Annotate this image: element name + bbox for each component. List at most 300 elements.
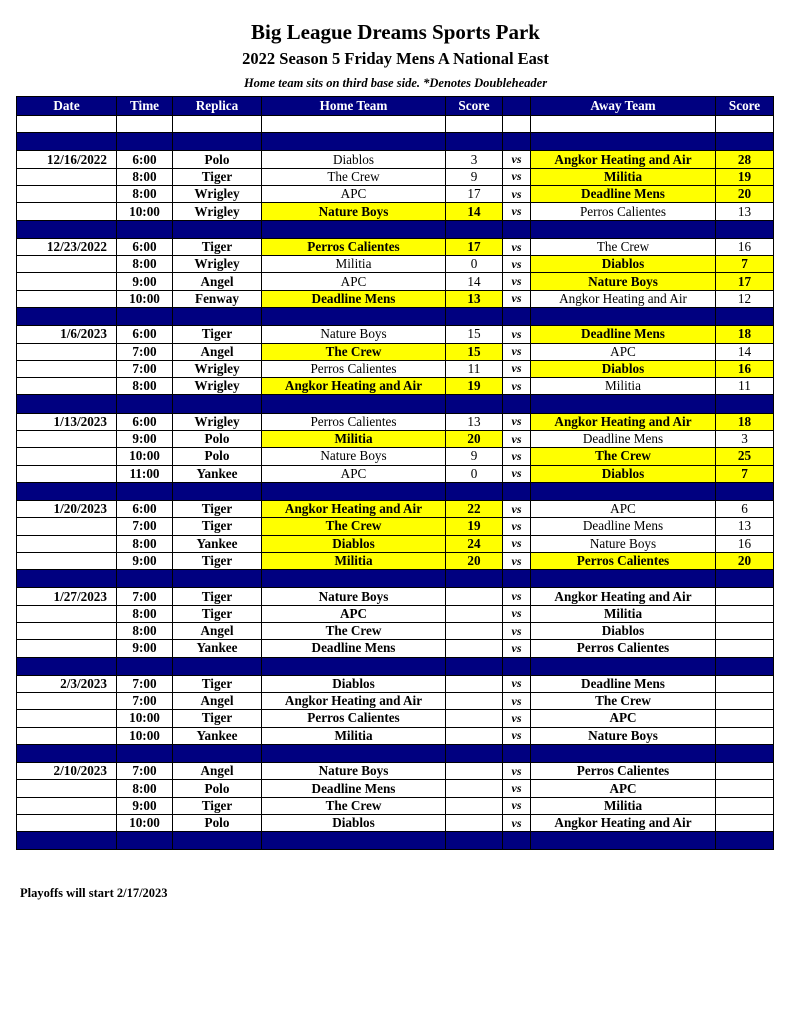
col-away-team-header: Away Team bbox=[531, 97, 716, 116]
home-score-cell bbox=[446, 710, 503, 727]
away-score-cell: 7 bbox=[716, 256, 774, 273]
table-row bbox=[17, 203, 774, 220]
replica-field-cell: Yankee bbox=[173, 727, 262, 744]
home-team-cell: Nature Boys bbox=[262, 588, 446, 605]
away-team-cell: APC bbox=[531, 343, 716, 360]
date-cell bbox=[17, 465, 117, 482]
home-score-cell: 13 bbox=[446, 413, 503, 430]
home-team-cell: The Crew bbox=[262, 343, 446, 360]
date-cell bbox=[17, 535, 117, 552]
away-team-cell: Angkor Heating and Air bbox=[531, 588, 716, 605]
table-row bbox=[17, 360, 774, 377]
home-score-cell bbox=[446, 780, 503, 797]
away-score-cell bbox=[716, 815, 774, 832]
replica-field-cell: Tiger bbox=[173, 605, 262, 622]
playoffs-note: Playoffs will start 2/17/2023 bbox=[20, 886, 168, 900]
replica-field-cell: Tiger bbox=[173, 675, 262, 692]
replica-field-cell: Polo bbox=[173, 780, 262, 797]
week-separator bbox=[17, 395, 774, 413]
away-score-cell: 20 bbox=[716, 186, 774, 203]
col-home-score-header: Score bbox=[446, 97, 503, 116]
replica-field-cell: Wrigley bbox=[173, 360, 262, 377]
table-row bbox=[17, 763, 774, 780]
away-score-cell: 12 bbox=[716, 290, 774, 307]
vs-label: vs bbox=[503, 710, 531, 727]
date-cell: 12/16/2022 bbox=[17, 151, 117, 168]
week-separator bbox=[17, 482, 774, 500]
table-row bbox=[17, 693, 774, 710]
table-row bbox=[17, 588, 774, 605]
away-team-cell: APC bbox=[531, 780, 716, 797]
away-score-cell bbox=[716, 605, 774, 622]
away-team-cell: Perros Calientes bbox=[531, 763, 716, 780]
replica-field-cell: Polo bbox=[173, 448, 262, 465]
vs-label: vs bbox=[503, 238, 531, 255]
time-cell: 9:00 bbox=[117, 797, 173, 814]
replica-field-cell: Yankee bbox=[173, 465, 262, 482]
home-score-cell: 19 bbox=[446, 518, 503, 535]
vs-label: vs bbox=[503, 168, 531, 185]
home-score-cell: 14 bbox=[446, 203, 503, 220]
col-away-score-header: Score bbox=[716, 97, 774, 116]
home-score-cell bbox=[446, 815, 503, 832]
time-cell: 8:00 bbox=[117, 622, 173, 639]
time-cell: 6:00 bbox=[117, 500, 173, 517]
home-score-cell: 11 bbox=[446, 360, 503, 377]
time-cell: 10:00 bbox=[117, 815, 173, 832]
away-score-cell: 17 bbox=[716, 273, 774, 290]
week-separator bbox=[17, 657, 774, 675]
home-score-cell: 0 bbox=[446, 256, 503, 273]
time-cell: 9:00 bbox=[117, 430, 173, 447]
week-separator bbox=[17, 133, 774, 151]
home-team-cell: The Crew bbox=[262, 168, 446, 185]
home-team-cell: Deadline Mens bbox=[262, 640, 446, 657]
home-score-cell: 22 bbox=[446, 500, 503, 517]
away-score-cell bbox=[716, 797, 774, 814]
time-cell: 9:00 bbox=[117, 273, 173, 290]
week-separator bbox=[17, 744, 774, 762]
replica-field-cell: Tiger bbox=[173, 710, 262, 727]
home-score-cell bbox=[446, 727, 503, 744]
vs-label: vs bbox=[503, 448, 531, 465]
away-team-cell: Angkor Heating and Air bbox=[531, 815, 716, 832]
away-team-cell: The Crew bbox=[531, 693, 716, 710]
date-cell: 1/27/2023 bbox=[17, 588, 117, 605]
away-score-cell bbox=[716, 727, 774, 744]
home-team-cell: Perros Calientes bbox=[262, 710, 446, 727]
replica-field-cell: Wrigley bbox=[173, 413, 262, 430]
away-team-cell: Angkor Heating and Air bbox=[531, 151, 716, 168]
table-row bbox=[17, 413, 774, 430]
vs-label: vs bbox=[503, 465, 531, 482]
col-date-header: Date bbox=[17, 97, 117, 116]
vs-label: vs bbox=[503, 343, 531, 360]
date-cell: 12/23/2022 bbox=[17, 238, 117, 255]
time-cell: 8:00 bbox=[117, 168, 173, 185]
away-score-cell bbox=[716, 675, 774, 692]
date-cell bbox=[17, 448, 117, 465]
vs-label: vs bbox=[503, 413, 531, 430]
vs-label: vs bbox=[503, 273, 531, 290]
away-team-cell: Deadline Mens bbox=[531, 518, 716, 535]
home-score-cell: 24 bbox=[446, 535, 503, 552]
away-team-cell: Perros Calientes bbox=[531, 640, 716, 657]
table-row bbox=[17, 290, 774, 307]
home-score-cell: 0 bbox=[446, 465, 503, 482]
table-row bbox=[17, 780, 774, 797]
away-team-cell: Nature Boys bbox=[531, 727, 716, 744]
date-cell: 1/13/2023 bbox=[17, 413, 117, 430]
schedule-note: Home team sits on third base side. *Denotes Doubleheader bbox=[243, 76, 548, 90]
away-score-cell: 16 bbox=[716, 360, 774, 377]
time-cell: 7:00 bbox=[117, 360, 173, 377]
header-row bbox=[17, 97, 774, 116]
col-vs-header bbox=[503, 97, 531, 116]
replica-field-cell: Polo bbox=[173, 151, 262, 168]
date-cell bbox=[17, 780, 117, 797]
vs-label: vs bbox=[503, 326, 531, 343]
away-team-cell: Militia bbox=[531, 605, 716, 622]
time-cell: 10:00 bbox=[117, 727, 173, 744]
replica-field-cell: Angel bbox=[173, 763, 262, 780]
home-score-cell bbox=[446, 675, 503, 692]
time-cell: 8:00 bbox=[117, 256, 173, 273]
home-score-cell bbox=[446, 605, 503, 622]
table-row bbox=[17, 151, 774, 168]
vs-label: vs bbox=[503, 518, 531, 535]
replica-field-cell: Angel bbox=[173, 343, 262, 360]
vs-label: vs bbox=[503, 290, 531, 307]
replica-field-cell: Tiger bbox=[173, 326, 262, 343]
vs-label: vs bbox=[503, 622, 531, 639]
vs-label: vs bbox=[503, 815, 531, 832]
vs-label: vs bbox=[503, 763, 531, 780]
home-score-cell: 13 bbox=[446, 290, 503, 307]
date-cell bbox=[17, 815, 117, 832]
time-cell: 8:00 bbox=[117, 186, 173, 203]
table-row bbox=[17, 605, 774, 622]
date-cell bbox=[17, 290, 117, 307]
home-team-cell: Perros Calientes bbox=[262, 238, 446, 255]
away-team-cell: Diablos bbox=[531, 465, 716, 482]
away-team-cell: Militia bbox=[531, 168, 716, 185]
time-cell: 8:00 bbox=[117, 535, 173, 552]
col-replica-header: Replica bbox=[173, 97, 262, 116]
table-row bbox=[17, 797, 774, 814]
time-cell: 10:00 bbox=[117, 448, 173, 465]
home-score-cell bbox=[446, 693, 503, 710]
home-score-cell bbox=[446, 797, 503, 814]
home-team-cell: Deadline Mens bbox=[262, 780, 446, 797]
vs-label: vs bbox=[503, 727, 531, 744]
time-cell: 10:00 bbox=[117, 203, 173, 220]
away-score-cell bbox=[716, 710, 774, 727]
away-team-cell: Diablos bbox=[531, 622, 716, 639]
table-row bbox=[17, 448, 774, 465]
time-cell: 11:00 bbox=[117, 465, 173, 482]
date-cell bbox=[17, 622, 117, 639]
home-score-cell bbox=[446, 763, 503, 780]
home-score-cell bbox=[446, 622, 503, 639]
vs-label: vs bbox=[503, 780, 531, 797]
home-team-cell: APC bbox=[262, 186, 446, 203]
home-team-cell: Perros Calientes bbox=[262, 360, 446, 377]
home-team-cell: Diablos bbox=[262, 151, 446, 168]
vs-label: vs bbox=[503, 151, 531, 168]
home-score-cell: 19 bbox=[446, 378, 503, 395]
replica-field-cell: Tiger bbox=[173, 518, 262, 535]
away-score-cell bbox=[716, 640, 774, 657]
table-row bbox=[17, 273, 774, 290]
vs-label: vs bbox=[503, 588, 531, 605]
date-cell bbox=[17, 186, 117, 203]
date-cell: 2/10/2023 bbox=[17, 763, 117, 780]
schedule-body bbox=[17, 116, 774, 850]
col-time-header: Time bbox=[117, 97, 173, 116]
away-score-cell: 6 bbox=[716, 500, 774, 517]
date-cell bbox=[17, 552, 117, 569]
home-team-cell: Angkor Heating and Air bbox=[262, 693, 446, 710]
away-team-cell: The Crew bbox=[531, 238, 716, 255]
away-team-cell: Diablos bbox=[531, 360, 716, 377]
table-row bbox=[17, 815, 774, 832]
home-score-cell bbox=[446, 588, 503, 605]
away-score-cell: 20 bbox=[716, 552, 774, 569]
time-cell: 7:00 bbox=[117, 343, 173, 360]
home-team-cell: Angkor Heating and Air bbox=[262, 378, 446, 395]
home-team-cell: Militia bbox=[262, 727, 446, 744]
time-cell: 6:00 bbox=[117, 238, 173, 255]
away-team-cell: Militia bbox=[531, 797, 716, 814]
table-row bbox=[17, 622, 774, 639]
date-cell: 1/6/2023 bbox=[17, 326, 117, 343]
date-cell bbox=[17, 693, 117, 710]
week-separator bbox=[17, 220, 774, 238]
vs-label: vs bbox=[503, 675, 531, 692]
home-score-cell: 20 bbox=[446, 430, 503, 447]
week-separator bbox=[17, 570, 774, 588]
home-score-cell: 15 bbox=[446, 326, 503, 343]
away-team-cell: Deadline Mens bbox=[531, 675, 716, 692]
away-team-cell: The Crew bbox=[531, 448, 716, 465]
date-cell bbox=[17, 273, 117, 290]
table-row bbox=[17, 256, 774, 273]
week-separator bbox=[17, 308, 774, 326]
away-team-cell: APC bbox=[531, 500, 716, 517]
replica-field-cell: Angel bbox=[173, 622, 262, 639]
table-row bbox=[17, 727, 774, 744]
away-team-cell: Angkor Heating and Air bbox=[531, 413, 716, 430]
page-subtitle: 2022 Season 5 Friday Mens A National East bbox=[242, 49, 549, 68]
home-team-cell: APC bbox=[262, 465, 446, 482]
table-row bbox=[17, 535, 774, 552]
home-team-cell: Diablos bbox=[262, 815, 446, 832]
replica-field-cell: Polo bbox=[173, 430, 262, 447]
date-cell bbox=[17, 256, 117, 273]
away-team-cell: Deadline Mens bbox=[531, 186, 716, 203]
away-team-cell: Angkor Heating and Air bbox=[531, 290, 716, 307]
date-cell bbox=[17, 360, 117, 377]
away-score-cell bbox=[716, 693, 774, 710]
vs-label: vs bbox=[503, 605, 531, 622]
blank-row bbox=[17, 116, 774, 133]
away-score-cell: 7 bbox=[716, 465, 774, 482]
away-team-cell: Militia bbox=[531, 378, 716, 395]
away-score-cell bbox=[716, 622, 774, 639]
home-score-cell: 3 bbox=[446, 151, 503, 168]
replica-field-cell: Angel bbox=[173, 273, 262, 290]
replica-field-cell: Tiger bbox=[173, 588, 262, 605]
replica-field-cell: Wrigley bbox=[173, 203, 262, 220]
vs-label: vs bbox=[503, 535, 531, 552]
home-team-cell: Nature Boys bbox=[262, 448, 446, 465]
table-row bbox=[17, 343, 774, 360]
time-cell: 8:00 bbox=[117, 780, 173, 797]
away-score-cell: 16 bbox=[716, 238, 774, 255]
table-row bbox=[17, 378, 774, 395]
week-separator bbox=[17, 832, 774, 850]
table-row bbox=[17, 640, 774, 657]
away-score-cell: 18 bbox=[716, 326, 774, 343]
table-row bbox=[17, 710, 774, 727]
table-row bbox=[17, 186, 774, 203]
table-row bbox=[17, 552, 774, 569]
vs-label: vs bbox=[503, 430, 531, 447]
away-team-cell: Perros Calientes bbox=[531, 552, 716, 569]
time-cell: 8:00 bbox=[117, 378, 173, 395]
away-score-cell: 11 bbox=[716, 378, 774, 395]
time-cell: 6:00 bbox=[117, 326, 173, 343]
replica-field-cell: Tiger bbox=[173, 168, 262, 185]
date-cell bbox=[17, 203, 117, 220]
away-score-cell: 18 bbox=[716, 413, 774, 430]
date-cell bbox=[17, 797, 117, 814]
home-team-cell: Nature Boys bbox=[262, 763, 446, 780]
vs-label: vs bbox=[503, 360, 531, 377]
table-row bbox=[17, 518, 774, 535]
vs-label: vs bbox=[503, 256, 531, 273]
away-score-cell: 3 bbox=[716, 430, 774, 447]
replica-field-cell: Tiger bbox=[173, 797, 262, 814]
date-cell bbox=[17, 518, 117, 535]
home-team-cell: Perros Calientes bbox=[262, 413, 446, 430]
away-score-cell bbox=[716, 763, 774, 780]
replica-field-cell: Angel bbox=[173, 693, 262, 710]
vs-label: vs bbox=[503, 797, 531, 814]
time-cell: 7:00 bbox=[117, 588, 173, 605]
home-score-cell: 17 bbox=[446, 238, 503, 255]
home-team-cell: Militia bbox=[262, 256, 446, 273]
vs-label: vs bbox=[503, 693, 531, 710]
replica-field-cell: Wrigley bbox=[173, 186, 262, 203]
away-score-cell: 25 bbox=[716, 448, 774, 465]
date-cell bbox=[17, 378, 117, 395]
table-row bbox=[17, 500, 774, 517]
time-cell: 7:00 bbox=[117, 675, 173, 692]
schedule-table bbox=[16, 96, 774, 850]
home-team-cell: Diablos bbox=[262, 675, 446, 692]
time-cell: 6:00 bbox=[117, 151, 173, 168]
home-team-cell: Militia bbox=[262, 430, 446, 447]
vs-label: vs bbox=[503, 552, 531, 569]
home-team-cell: Nature Boys bbox=[262, 326, 446, 343]
home-team-cell: Diablos bbox=[262, 535, 446, 552]
home-team-cell: Nature Boys bbox=[262, 203, 446, 220]
home-team-cell: The Crew bbox=[262, 518, 446, 535]
date-cell bbox=[17, 640, 117, 657]
replica-field-cell: Yankee bbox=[173, 640, 262, 657]
home-score-cell: 15 bbox=[446, 343, 503, 360]
away-score-cell: 28 bbox=[716, 151, 774, 168]
table-row bbox=[17, 326, 774, 343]
time-cell: 7:00 bbox=[117, 693, 173, 710]
home-team-cell: Deadline Mens bbox=[262, 290, 446, 307]
home-team-cell: The Crew bbox=[262, 622, 446, 639]
vs-label: vs bbox=[503, 203, 531, 220]
away-team-cell: Nature Boys bbox=[531, 273, 716, 290]
away-score-cell bbox=[716, 780, 774, 797]
away-team-cell: APC bbox=[531, 710, 716, 727]
away-team-cell: Deadline Mens bbox=[531, 326, 716, 343]
date-cell bbox=[17, 710, 117, 727]
col-home-team-header: Home Team bbox=[262, 97, 446, 116]
away-score-cell: 19 bbox=[716, 168, 774, 185]
home-score-cell: 17 bbox=[446, 186, 503, 203]
away-team-cell: Diablos bbox=[531, 256, 716, 273]
away-team-cell: Nature Boys bbox=[531, 535, 716, 552]
vs-label: vs bbox=[503, 500, 531, 517]
date-cell bbox=[17, 343, 117, 360]
page-title: Big League Dreams Sports Park bbox=[251, 20, 540, 44]
away-score-cell: 16 bbox=[716, 535, 774, 552]
home-team-cell: APC bbox=[262, 273, 446, 290]
date-cell: 2/3/2023 bbox=[17, 675, 117, 692]
table-row bbox=[17, 465, 774, 482]
date-cell: 1/20/2023 bbox=[17, 500, 117, 517]
time-cell: 7:00 bbox=[117, 518, 173, 535]
vs-label: vs bbox=[503, 186, 531, 203]
replica-field-cell: Wrigley bbox=[173, 378, 262, 395]
table-row bbox=[17, 168, 774, 185]
away-score-cell bbox=[716, 588, 774, 605]
replica-field-cell: Tiger bbox=[173, 500, 262, 517]
replica-field-cell: Tiger bbox=[173, 238, 262, 255]
date-cell bbox=[17, 605, 117, 622]
home-team-cell: The Crew bbox=[262, 797, 446, 814]
vs-label: vs bbox=[503, 640, 531, 657]
away-score-cell: 13 bbox=[716, 203, 774, 220]
time-cell: 6:00 bbox=[117, 413, 173, 430]
time-cell: 10:00 bbox=[117, 290, 173, 307]
vs-label: vs bbox=[503, 378, 531, 395]
time-cell: 9:00 bbox=[117, 640, 173, 657]
time-cell: 7:00 bbox=[117, 763, 173, 780]
table-row bbox=[17, 675, 774, 692]
home-team-cell: Angkor Heating and Air bbox=[262, 500, 446, 517]
replica-field-cell: Yankee bbox=[173, 535, 262, 552]
time-cell: 10:00 bbox=[117, 710, 173, 727]
replica-field-cell: Fenway bbox=[173, 290, 262, 307]
away-team-cell: Deadline Mens bbox=[531, 430, 716, 447]
away-score-cell: 13 bbox=[716, 518, 774, 535]
date-cell bbox=[17, 430, 117, 447]
home-score-cell: 9 bbox=[446, 168, 503, 185]
date-cell bbox=[17, 727, 117, 744]
away-score-cell: 14 bbox=[716, 343, 774, 360]
time-cell: 8:00 bbox=[117, 605, 173, 622]
table-row bbox=[17, 238, 774, 255]
